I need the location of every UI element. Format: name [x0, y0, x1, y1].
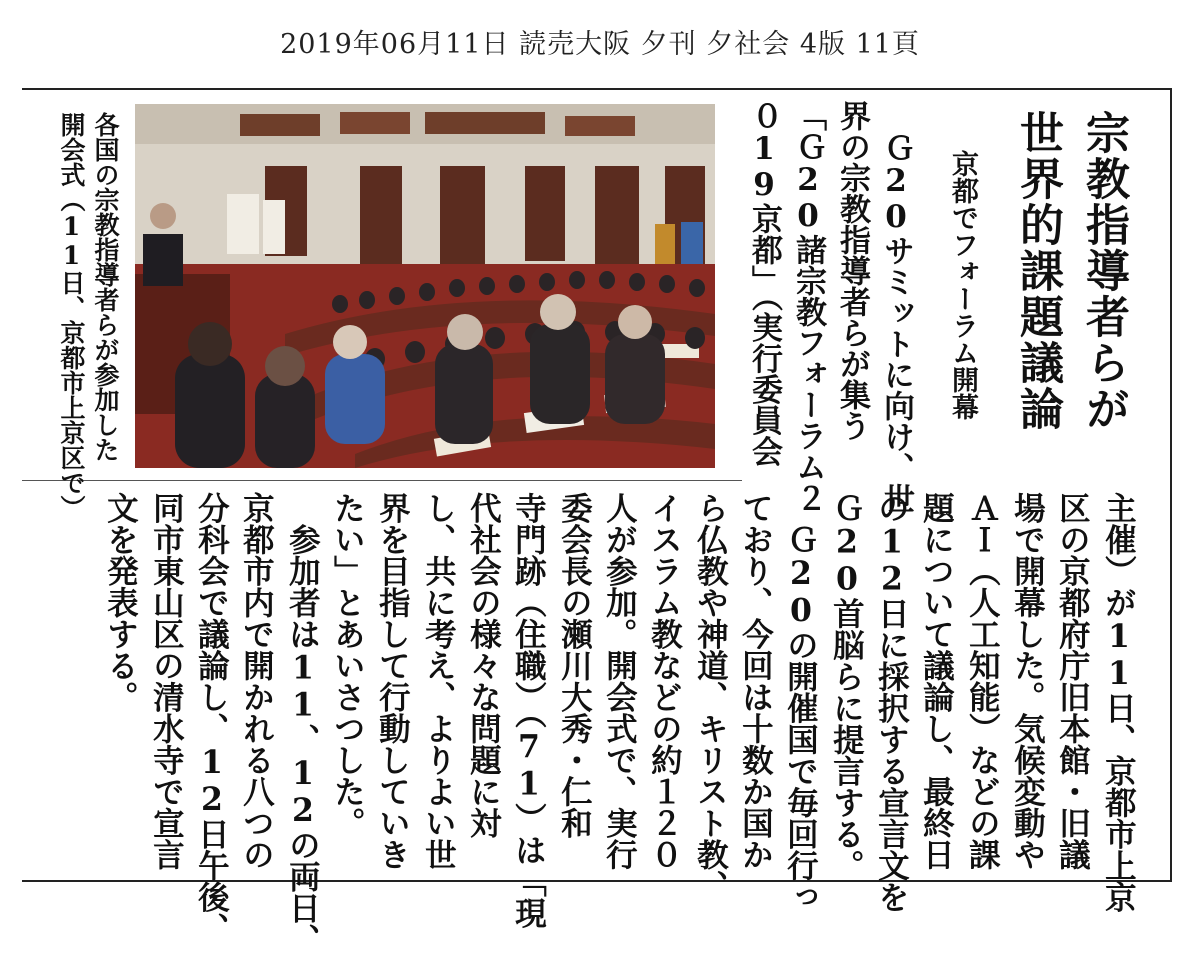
right-rule: [1170, 88, 1172, 880]
lede-line: 界の宗教指導者らが集う: [834, 100, 870, 441]
body-line: 京都市内で開かれる八つの: [238, 492, 276, 870]
body-line: 分科会で議論し、12日午後、: [193, 492, 231, 944]
top-rule: [22, 88, 1172, 90]
lede-line: 「Ｇ20諸宗教フォーラム２: [790, 100, 826, 513]
body-line: たい」とあいさつした。: [329, 492, 367, 839]
body-line: 同市東山区の清水寺で宣言: [148, 492, 186, 870]
caption-line: 各国の宗教指導者らが参加した: [91, 112, 120, 462]
body-line: し、共に考え、よりよい世: [420, 492, 458, 870]
body-line: イスラム教などの約１２０: [646, 492, 684, 870]
headline-line-2: 世界的課題議論: [1012, 110, 1063, 432]
subhead: 京都でフォーラム開幕: [947, 150, 978, 420]
body-line: 場で開幕した。気候変動や: [1009, 492, 1047, 870]
body-line: 人が参加。開会式で、実行: [601, 492, 639, 870]
body-line: の12日に採択する宣言文を: [873, 492, 911, 913]
body-line: 参加者は11、12の両日、: [284, 492, 322, 955]
body-line: 寺門跡（住職）（71）は「現: [510, 492, 548, 929]
body-line: Ｇ20首脳らに提言する。: [828, 492, 866, 881]
body-line: 委会長の瀬川大秀・仁和: [556, 492, 594, 839]
assembly-hall-photo: [135, 104, 715, 468]
body-line: 界を目指して行動していき: [374, 492, 412, 870]
publication-header: 2019年06月11日 読売大阪 夕刊 夕社会 4版 11頁: [280, 29, 920, 60]
mid-rule: [22, 480, 742, 481]
body-line: 区の京都府庁旧本館・旧議: [1054, 492, 1092, 870]
body-line: 題について議論し、最終日: [918, 492, 956, 870]
body-line: 文を発表する。: [102, 492, 140, 713]
body-line: 主催）が11日、京都市上京: [1100, 492, 1138, 913]
body-line: Ｇ20の開催国で毎回行っ: [782, 492, 820, 913]
caption-line: 開会式（11日、京都市上京区で）: [57, 112, 86, 520]
body-line: ており、今回は十数か国か: [737, 492, 775, 870]
lede-line: Ｇ20サミットに向け、世: [878, 132, 914, 514]
headline-line-1: 宗教指導者らが: [1078, 110, 1129, 432]
body-line: ら仏教や神道、キリスト教、: [692, 492, 730, 902]
body-line: 代社会の様々な問題に対: [465, 492, 503, 839]
body-line: ＡＩ（人工知能）などの課: [964, 492, 1002, 870]
lede-line: ０19京都」（実行委員会: [746, 100, 782, 467]
